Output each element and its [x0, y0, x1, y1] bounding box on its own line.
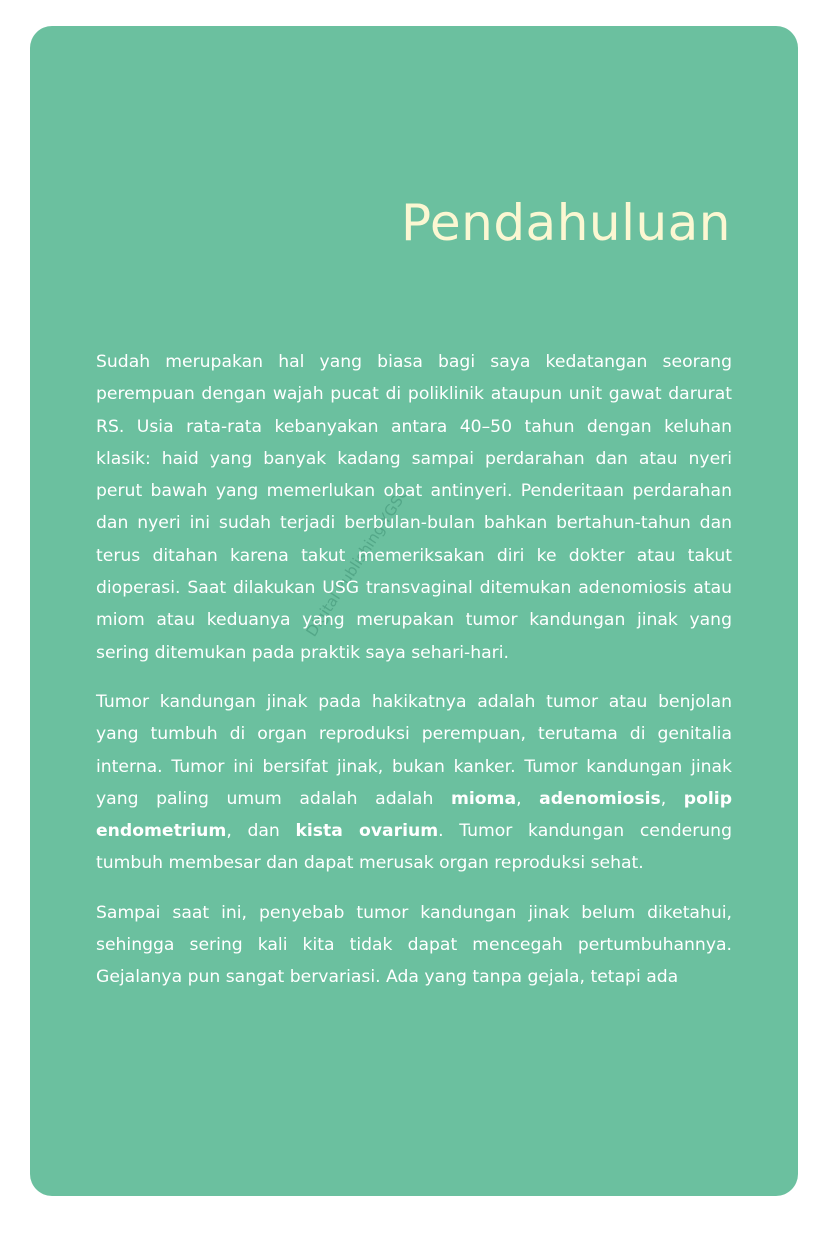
paragraph-2 — [96, 686, 732, 880]
content-panel — [30, 26, 798, 1196]
paragraph-2-tail: . Tumor kandungan cenderung tumbuh membesar dan dapat merusak organ reproduksi sehat. — [96, 821, 732, 874]
term-polip-endometrium: polip endometrium — [96, 788, 732, 842]
term-kista-ovarium: kista ovarium — [295, 821, 439, 842]
watermark: Digital Publishing-YGSC — [302, 483, 413, 640]
term-mioma: mioma — [450, 788, 517, 809]
paragraph-2-separator: , — [516, 788, 540, 809]
paragraph-2-text: Tumor kandungan jinak pada hakikatnya adalah tumor atau benjolan yang tumbuh di organ reproduksi perempuan, terutama di genitalia interna. Tumor ini bersifat jinak, bukan kanker. Tumor kandungan jinak yang paling umum adalah adalah — [96, 691, 732, 809]
paragraph-2-separator: , — [660, 788, 684, 809]
paragraph-1: Sudah merupakan hal yang biasa bagi saya kedatangan seorang perempuan dengan wajah pucat di poliklinik ataupun unit gawat darurat RS. Usia rata-rata kebanyakan antara 40–50 tahun dengan keluhan klasik: haid yang banyak kadang sampai perdarahan dan atau nyeri perut bawah yang memerlukan obat antinyeri. Penderitaan perdarahan dan nyeri ini sudah terjadi berbulan-bulan bahkan bertahun-tahun dan terus ditahan karena takut memeriksakan diri ke dokter atau takut dioperasi. Saat dilakukan USG transvaginal ditemukan adenomiosis atau miom atau keduanya yang merupakan tumor kandungan jinak yang sering ditemukan pada praktik saya sehari-hari. — [96, 352, 732, 663]
page-title: Pendahuluan — [401, 194, 731, 252]
paragraph-2-connector: , dan — [226, 821, 296, 842]
body-text — [96, 346, 732, 1011]
paragraph-3: Sampai saat ini, penyebab tumor kandungan jinak belum diketahui, sehingga sering kali kita tidak dapat mencegah pertumbuhannya. Gejalanya pun sangat bervariasi. Ada yang tanpa gejala, tetapi ada — [96, 902, 732, 988]
term-adenomiosis: adenomiosis — [539, 788, 661, 809]
